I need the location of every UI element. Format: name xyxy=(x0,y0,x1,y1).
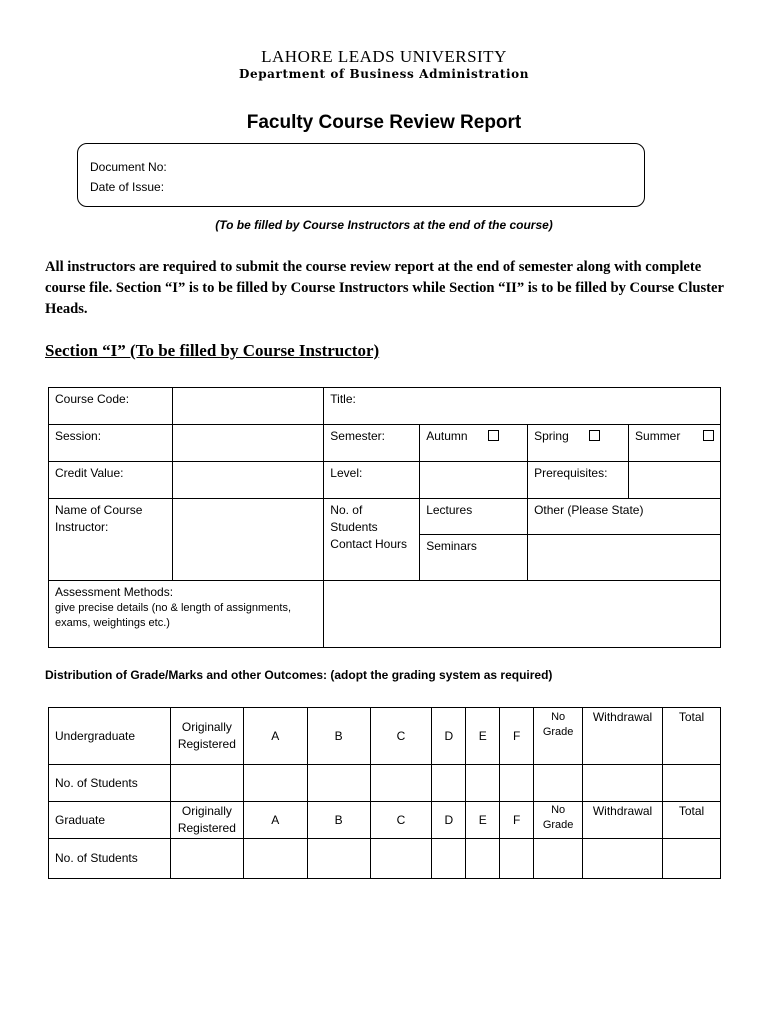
grade-cell[interactable] xyxy=(170,839,243,879)
seminars-label: Seminars xyxy=(420,535,528,581)
grade-distribution-table xyxy=(48,707,721,879)
no-grade-line1: No xyxy=(551,711,566,723)
grade-a-header: A xyxy=(243,708,307,765)
autumn-option[interactable] xyxy=(420,425,528,462)
grade-c-header: C xyxy=(370,708,432,765)
instructor-label-line2: Instructor: xyxy=(55,520,109,534)
section-one-heading: Section “I” (To be filled by Course Instructor) xyxy=(45,341,380,360)
title-field[interactable] xyxy=(324,388,721,425)
grade-cell[interactable] xyxy=(500,765,534,802)
no-grade-line2: Grade xyxy=(542,819,574,831)
grade-cell[interactable] xyxy=(663,765,721,802)
prerequisites-field[interactable] xyxy=(629,462,721,499)
grade-cell[interactable] xyxy=(307,765,370,802)
assessment-hint-line2: exams, weightings etc.) xyxy=(55,617,170,629)
assessment-hint-line1: give precise details (no & length of assignments, xyxy=(55,602,292,614)
grade-cell[interactable] xyxy=(170,765,243,802)
grade-cell[interactable] xyxy=(432,765,466,802)
grade-cell[interactable] xyxy=(243,765,307,802)
instructor-field[interactable] xyxy=(172,499,324,581)
prerequisites-label: Prerequisites: xyxy=(528,462,629,499)
document-info-box xyxy=(77,143,645,207)
spring-label: Spring xyxy=(534,429,569,443)
undergraduate-students-row xyxy=(49,765,721,802)
document-no-label: Document No: xyxy=(90,160,167,174)
grade-a-header: A xyxy=(243,802,307,839)
instructor-label-cell xyxy=(49,499,173,581)
summer-checkbox[interactable] xyxy=(703,430,714,441)
grade-cell[interactable] xyxy=(243,839,307,879)
undergraduate-label: Undergraduate xyxy=(49,708,171,765)
credit-value-label: Credit Value: xyxy=(49,462,173,499)
grade-b-header: B xyxy=(307,708,370,765)
grade-d-header: D xyxy=(432,802,466,839)
no-grade-header xyxy=(534,708,583,765)
grade-f-header: F xyxy=(500,802,534,839)
level-label: Level: xyxy=(324,462,420,499)
distribution-heading: Distribution of Grade/Marks and other Outcomes: (adopt the grading system as required) xyxy=(45,668,553,682)
students-label-line2: Students xyxy=(330,520,378,534)
grade-cell[interactable] xyxy=(534,765,583,802)
orig-line2: Registered xyxy=(177,737,236,751)
grade-cell[interactable] xyxy=(466,839,500,879)
grade-e-header: E xyxy=(466,708,500,765)
grade-c-header: C xyxy=(370,802,432,839)
graduate-label: Graduate xyxy=(49,802,171,839)
grade-cell[interactable] xyxy=(370,765,432,802)
level-field[interactable] xyxy=(420,462,528,499)
report-title: Faculty Course Review Report xyxy=(246,112,522,133)
assessment-label-cell xyxy=(49,581,324,648)
autumn-checkbox[interactable] xyxy=(488,430,499,441)
no-of-students-label: No. of Students xyxy=(49,839,171,879)
other-label: Other (Please State) xyxy=(528,499,721,535)
students-label-cell xyxy=(324,499,420,581)
assessment-field[interactable] xyxy=(324,581,721,648)
date-of-issue-label: Date of Issue: xyxy=(90,180,165,194)
summer-option[interactable] xyxy=(629,425,721,462)
credit-value-field[interactable] xyxy=(172,462,324,499)
withdrawal-header: Withdrawal xyxy=(583,802,663,839)
title-label: Title: xyxy=(330,392,356,406)
grade-cell[interactable] xyxy=(663,839,721,879)
instructor-label-line1: Name of Course xyxy=(55,503,143,517)
autumn-label: Autumn xyxy=(426,429,468,443)
grade-f-header: F xyxy=(500,708,534,765)
grade-cell[interactable] xyxy=(583,839,663,879)
grade-cell[interactable] xyxy=(307,839,370,879)
spring-checkbox[interactable] xyxy=(589,430,600,441)
grade-d-header: D xyxy=(432,708,466,765)
no-grade-header xyxy=(534,802,583,839)
spring-option[interactable] xyxy=(528,425,629,462)
orig-line1: Originally xyxy=(181,720,232,734)
total-header: Total xyxy=(663,708,721,765)
total-header: Total xyxy=(663,802,721,839)
course-code-field[interactable] xyxy=(172,388,324,425)
semester-label: Semester: xyxy=(324,425,420,462)
grade-e-header: E xyxy=(466,802,500,839)
no-grade-line2: Grade xyxy=(542,726,574,738)
grade-cell[interactable] xyxy=(583,765,663,802)
session-label: Session: xyxy=(49,425,173,462)
orig-line2: Registered xyxy=(177,821,236,835)
other-field[interactable] xyxy=(528,535,721,581)
assessment-label: Assessment Methods: xyxy=(55,585,174,599)
grade-b-header: B xyxy=(307,802,370,839)
course-info-table xyxy=(48,387,721,648)
grade-cell[interactable] xyxy=(466,765,500,802)
grade-cell[interactable] xyxy=(432,839,466,879)
no-grade-line1: No xyxy=(551,804,566,816)
no-of-students-label: No. of Students xyxy=(49,765,171,802)
originally-registered-header xyxy=(170,708,243,765)
grade-cell[interactable] xyxy=(534,839,583,879)
orig-line1: Originally xyxy=(181,804,232,818)
lectures-label: Lectures xyxy=(420,499,528,535)
originally-registered-header-grad xyxy=(170,802,243,839)
students-label-line3: Contact Hours xyxy=(330,537,407,551)
course-code-label: Course Code: xyxy=(49,388,173,425)
grade-cell[interactable] xyxy=(500,839,534,879)
graduate-students-row xyxy=(49,839,721,879)
withdrawal-header: Withdrawal xyxy=(583,708,663,765)
department-name: Department of Business Administration xyxy=(238,67,530,81)
grade-cell[interactable] xyxy=(370,839,432,879)
summer-label: Summer xyxy=(635,429,681,443)
students-label-line1: No. of xyxy=(330,503,363,517)
session-field[interactable] xyxy=(172,425,324,462)
intro-paragraph: All instructors are required to submit the course review report at the end of semester along with complete course file. Section “I” is to be filled by Course Instructors while Section “II” is to be filled by Course Cluster Heads. xyxy=(45,259,724,317)
fill-note: (To be filled by Course Instructors at the end of the course) xyxy=(215,218,553,232)
university-name: LAHORE LEADS UNIVERSITY xyxy=(261,47,507,66)
